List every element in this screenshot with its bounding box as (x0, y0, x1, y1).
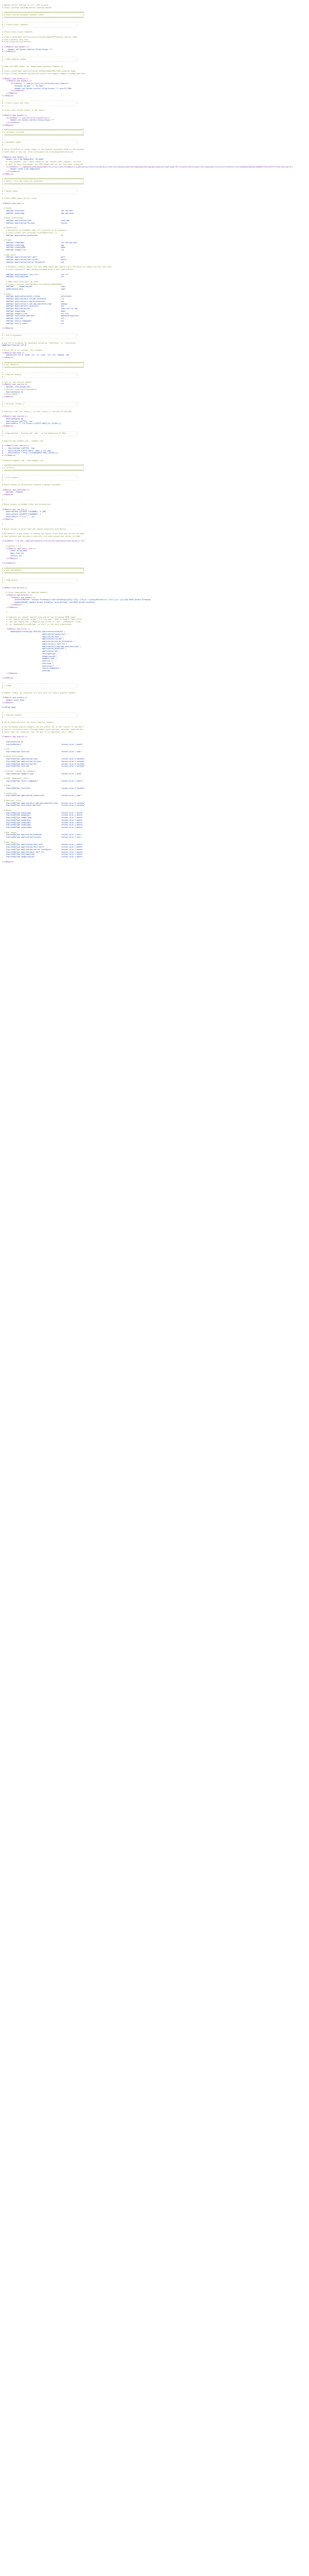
code-line: # ---------------------------------------------------------------------- (2, 99, 78, 102)
code-line: AddType application/vnd.ms-fontobject eot (2, 261, 64, 263)
code-line: # ############################################################################ (2, 178, 84, 180)
code-line: # JavaScript (2, 227, 17, 229)
code-line: # | Cross-origin requests | (2, 24, 78, 26)
code-line: ExpiresByType application/ld+json "access plus 0 seconds" (2, 760, 85, 762)
code-line: </IfModule> (2, 357, 14, 359)
code-line: <IfModule mod_mime.c> (2, 202, 24, 205)
code-line: ExpiresByType application/x-font-ttf "access plus 1 month" (2, 851, 83, 853)
code-line: # Options +SymLinksIfOwnerMatch (2, 388, 37, 391)
code-line: # want to send this header for HTML pages and not for the other resources (2, 163, 83, 165)
code-line: ExpiresByType text/css "access plus 1 year" (2, 750, 82, 753)
code-line: # ---------------------------------------------------------------------- (2, 332, 78, 334)
code-line: # | Compression | (2, 579, 78, 582)
code-line: # - - - - - - - - - - - - - - - - - - - - - - - - - - - - - - - - - - - - (2, 611, 83, 613)
code-line: ExpiresByType text/cache-manifest "access plus 0 seconds" (2, 804, 85, 807)
code-line: # Compress all output labeled with one of the following MIME-types (2, 616, 76, 618)
code-line: AddType image/svg+xml svgz (2, 285, 65, 288)
code-line: RewriteRule "(^|/)\." - [F] (2, 515, 35, 518)
code-line: font/opentype \ (2, 652, 58, 655)
code-line: AddType application/font-woff2 woff2 (2, 259, 66, 261)
code-line: # Rewrite example.com → www.example.com (2, 459, 43, 462)
code-line: </IfModule> (2, 173, 14, 175)
code-line: </FilesMatch> (2, 90, 24, 92)
code-line: AddType text/cache-manifest appcache manifest (2, 315, 79, 317)
code-line: # https://github.com/h5bp/server-configs-apache (2, 6, 52, 9)
code-line: # ---------------------------------------------------------------------- (2, 430, 78, 432)
code-line: # By default, block access to backup and source files that may be left by some (2, 533, 84, 535)
code-line: # http://tools.ietf.org/html/rfc4329#section-7.2 (2, 231, 57, 234)
code-line: # https://twitter.com/FontSquirrel/status/14855840545 (2, 283, 62, 285)
code-line: application/xhtml+xml \ (2, 648, 66, 650)
code-line: # RewriteRule ^ http://%1%{REQUEST_URI} [R=301,L] (2, 452, 58, 454)
code-line: # Media (2, 809, 12, 811)
code-line: # ############################################################################ (2, 16, 84, 19)
code-line: application/xml \ (2, 650, 60, 652)
code-line: </IfModule> (2, 672, 18, 674)
code-line: ExpiresByType application/font-woff2 "access plus 1 month" (2, 846, 83, 848)
code-line: # Apache Server Configs v2.2.0 | MIT License (2, 4, 48, 6)
code-line: # Force IE 8/9/10 to render pages in the highest available mode in the various (2, 148, 84, 151)
code-line: text/html \ (2, 662, 54, 665)
code-line: <IfModule mod_rewrite.c> (2, 383, 27, 386)
code-line: # Proper MIME types for all files (2, 197, 37, 200)
code-line: AddType application/octet-stream safariextz (2, 295, 72, 298)
code-line: ExpiresByType video/mp4 "access plus 1 month" (2, 821, 83, 824)
code-line: application/javascript \ (2, 633, 67, 635)
config-file-text (0, 0, 309, 863)
code-line: AddType video/ogg ogv (2, 244, 64, 246)
code-line: # ---------------------------------------------------------------------- (2, 474, 78, 476)
code-line: # Force UTF-8 for certain file formats. (2, 349, 43, 351)
code-line: AddOutputFilterByType DEFLATE application/atom+xml \ (2, 631, 65, 633)
code-line: # ---------------------------------------------------------------------- (2, 192, 78, 195)
code-line: # Make SVGZ fonts work on iPad: (2, 280, 39, 283)
code-line: AddCharset utf-8 .atom .css .js .json .rss .vtt .webapp .xml (2, 354, 70, 357)
code-line: ExpiresByType text/xml "access plus 0 seconds" (2, 765, 85, 768)
code-line: AddType image/x-icon cur ico (2, 312, 68, 315)
code-line: # ############################################################################ (2, 366, 84, 368)
code-line: <IfModule !mod_authz_core.c> (2, 547, 36, 550)
code-line: </IfModule> (2, 701, 14, 704)
code-line: # ---------------------------------------------------------------------- (2, 376, 78, 378)
code-line: # ---------------------------------------------------------------------- (2, 104, 78, 107)
code-line: RequestHeader append Accept-Encoding "gzip,deflate" env=HAVE_Accept-Encoding (2, 601, 95, 603)
code-line: AddType application/javascript js (2, 234, 63, 236)
code-line: Deny from all (2, 552, 24, 554)
code-line: AddType application/x-opera-extension oex (2, 300, 64, 302)
code-line: # Serve resources with far-future expires headers. (2, 721, 55, 723)
code-line: # | File access | (2, 476, 78, 479)
code-line: # ############################################################################ (2, 129, 84, 131)
code-line: Header set Access-Control-Allow-Origin "*" env=IS_CORS (2, 87, 72, 90)
code-line: # Header set Access-Control-Allow-Origin "*" (2, 48, 53, 50)
code-line: # Rewrite www.example.com → example.com (2, 439, 43, 442)
code-line: </FilesMatch> (2, 562, 16, 564)
code-line: ExpiresByType image/svg+xml "access plus 1 month" (2, 856, 83, 858)
code-line: # Block access to hidden files and directories. (2, 503, 52, 505)
code-line: </IfModule> (2, 606, 18, 608)
code-line: <IfModule mod_setenvif.c> (2, 594, 33, 596)
code-line: <IfModule mod_headers.c> (2, 697, 27, 699)
code-line: <FilesMatch "\.(appcache|atom|bbaw|bmp|crx|css|cur|eot|f4[abpv]|flv|geojson|gif|htc|ico|jpe?g|js|json(ld)?|m4[av]|manifest|map|mp4|oex|og[agv]|opus|otf|pdf|png|rdf|rss|safariextz|svgz?|swf|topojson|tt[cf]|txt|vcard|vcf|vtt|webapp|web[mp]|webmanifest|woff2?|xloc|xml|xpi)$"> (2, 165, 294, 168)
code-line: AddType application/ld+json jsonld (2, 222, 67, 224)
code-line: # http://enable-cors.org/ (2, 38, 29, 41)
code-line: application/rss+xml \ (2, 638, 64, 640)
code-line: # | CORS-enabled images | (2, 58, 78, 60)
code-line: # ---------------------------------------------------------------------- (2, 405, 78, 408)
code-line: AddType video/mp4 f4v f4p m4v mp4 (2, 241, 77, 244)
code-line: AddType application/xml atom rdf rss xml (2, 308, 78, 310)
code-line: <IfModule mod_rewrite.c> (2, 415, 27, 417)
code-line: # Block access to directories without a default document. (2, 484, 62, 486)
code-line: AddType video/x-flv flv (2, 249, 64, 251)
code-line: <IfModule mod_rewrite.c> (2, 508, 27, 511)
code-line: application/x-web-app-manifest+json \ (2, 645, 81, 648)
code-line: # HTML (2, 785, 11, 787)
code-line: # | Suppressing / Forcing the `www.` at the beginning of URLs | (2, 432, 78, 435)
code-line: # ---------------------------------------------------------------------- (2, 682, 78, 684)
code-line: </IfModule> (2, 92, 18, 94)
code-line: # control versioning with filename-based cache busting, consider lowering the (2, 728, 83, 731)
code-line: # Audio (2, 207, 12, 210)
code-line: # (2, 67, 4, 70)
code-line: # ############################################################################ (2, 182, 84, 185)
code-line: # # MEDIA TYPES AND CHARACTER ENCODINGS # (2, 180, 84, 182)
code-line: ExpiresByType font/opentype "access plus 1 month" (2, 853, 83, 856)
code-line: # # CROSS-ORIGIN RESOURCE SHARING (CORS) # (2, 14, 84, 16)
code-line: application/vnd.ms-fontobject \ (2, 640, 75, 642)
code-line: # | Rewrite engine | (2, 374, 78, 376)
code-line: AddType application/x-web-app-manifest+json webapp (2, 302, 67, 305)
code-line: <IfModule mod_deflate.c> (2, 586, 27, 589)
code-line: # Browsers usually ignore the font MIME types and simply sniff the bytes to figure out the font type. (2, 266, 113, 268)
code-line: # Apache < 2.3 (2, 545, 21, 547)
code-line: # ############################################################################ (2, 133, 84, 136)
code-line: <FilesMatch "\.(eot|otf|tt[cf]|woff2?)$"> (2, 116, 49, 119)
code-line: SetEnvIfNoCase ^(Accept-EncodXng|X-cept-Encoding|X{15}|~{15}|-{15})$ ^((gzip|deflate)\s*,?\s*)+|[X~-]{4,13}$ HAVE_Accept-Encoding (2, 599, 150, 601)
code-line: # ---------------------------------------------------------------------- (2, 577, 78, 579)
code-line: # ############################################################################ (2, 469, 84, 471)
code-line: # ---------------------------------------------------------------------- (2, 582, 78, 584)
code-line: ExpiresByType application/rss+xml "access plus 1 hour" (2, 836, 82, 838)
code-line: application/x-font-ttf \ (2, 642, 67, 645)
code-line: AddType image/webp webp (2, 310, 65, 312)
code-line: # (2, 33, 4, 36)
code-line: SetEnvIf Origin ":" IS_CORS (2, 84, 43, 87)
code-line: # RewriteCond %{HTTPS} !=on (2, 447, 35, 449)
code-line: # cache time for resources like CSS and JS to something like 1 week. (2, 731, 74, 733)
code-line: # The following expires headers are set pretty far in the future. If you don't (2, 726, 84, 728)
code-line: # Data interchange (2, 755, 23, 758)
code-line: # Remove `ETags` as resources are sent with far-future expires headers. (2, 691, 77, 694)
code-line: AddType text/x-component htc (2, 319, 64, 322)
code-line: AddEncoding gzip svgz (2, 288, 65, 290)
code-line: # Web fonts (2, 841, 16, 843)
code-line: application/json \ (2, 635, 61, 638)
code-line: Header unset X-UA-Compatible (2, 168, 40, 171)
code-line: # JavaScript (2, 792, 17, 794)
code-line: # https://developer.mozilla.org/en-US/docs/Web/HTML/CORS_enabled_image (2, 70, 76, 73)
code-line: </IfModule> (2, 396, 14, 398)
code-line: RewriteCond %{SCRIPT_FILENAME} -f (2, 513, 41, 515)
code-line: ExpiresByType audio/ogg "access plus 1 month" (2, 811, 83, 814)
code-line: ExpiresByType image/gif "access plus 1 month" (2, 814, 83, 817)
code-line: # Send the CORS header for images when browsers request it. (2, 65, 64, 67)
code-line: image/svg+xml \ (2, 655, 58, 657)
code-line: </IfModule> (2, 124, 14, 126)
code-line: AddType font/opentype otf (2, 276, 64, 278)
code-line: ExpiresByType application/atom+xml "access plus 1 hour" (2, 834, 82, 836)
code-line: # Use UTF-8 encoding for anything served as `text/html` or `text/plain`. (2, 342, 78, 344)
code-line: # Manifest files (2, 799, 21, 802)
code-line: ExpiresDefault "access plus 1 month" (2, 743, 83, 745)
code-line: # # SECURITY # (2, 466, 84, 469)
code-line: # https://blog.chromium.org/2011/07/using-cross-domain-images-in-webgl-and.html (2, 73, 85, 75)
code-line: # ---------------------------------------------------------------------- (2, 143, 78, 146)
code-line: # ############################################################################ (2, 464, 84, 466)
code-line: # as `AddOutputFilterByType` is still in the core directives). (2, 623, 73, 625)
code-line: # RewriteBase / (2, 393, 20, 396)
code-line: # Block access to files that can expose sensitive information. (2, 528, 67, 530)
code-line: # Other (2, 293, 12, 295)
code-line: # </IfModule> (2, 454, 16, 456)
code-line: # ---------------------------------------------------------------------- (2, 371, 78, 374)
code-line: # Force compression for mangled headers. (2, 591, 48, 594)
code-line: # http://www.w3.org/TR/cors/ (2, 41, 32, 43)
code-line: # ############################################################################ (2, 361, 84, 364)
code-line: # ---------------------------------------------------------------------- (2, 400, 78, 403)
code-line: text/x-component \ (2, 667, 61, 670)
code-line: AddType application/x-chrome-extension crx (2, 298, 64, 300)
code-line: # Redirect from the `http://` to the `https://` version of the URL. (2, 410, 73, 413)
code-line: AddType audio/mp4 f4a f4b m4a (2, 210, 73, 212)
code-line: # </IfModule> (2, 50, 16, 53)
code-line: # <IfModule mod_rewrite.c> (2, 445, 30, 447)
code-line: <IfModule mod_headers.c> (2, 80, 32, 82)
code-line: <IfModule mod_setenvif.c> (2, 77, 29, 80)
code-line: </IfModule> (2, 494, 14, 496)
code-line: text/css \ (2, 660, 53, 662)
code-line: Header set Access-Control-Allow-Origin "*" (2, 119, 55, 122)
code-line: # Allow cross-origin access to web fonts. (2, 109, 45, 112)
code-line: <IfModule mod_mime.c> (2, 351, 24, 354)
code-line: # ---------------------------------------------------------------------- (2, 711, 78, 714)
code-line: image/x-icon \ (2, 657, 57, 660)
code-line: # <IfModule mod_headers.c> (2, 45, 30, 48)
code-line: # text editors and can pose a security risk when anyone has access to them. (2, 535, 81, 537)
code-line: text/plain \ (2, 665, 55, 667)
code-line: <IfModule mod_headers.c> (2, 596, 36, 599)
code-line: AddDefaultCharset utf-8 (2, 344, 26, 347)
code-line: # ---------------------------------------------------------------------- (2, 337, 78, 339)
code-line: ExpiresByType image/jpeg "access plus 1 month" (2, 817, 83, 819)
code-line: # | Cross-origin web fonts | (2, 102, 78, 104)
code-line: AddType application/x-xpinstall xpi (2, 305, 64, 308)
code-line: RewriteEngine On (2, 391, 23, 393)
code-line: # | UTF-8 encoding | (2, 334, 78, 337)
code-line: # `mod_headers` can't match based on the content-type, however, we only (2, 161, 81, 163)
code-line: <IfModule mod_headers.c> (2, 114, 27, 116)
code-line: <FilesMatch "\.(bmp|cur|gif|ico|jpe?g|png|svgz?|webp)$"> (2, 82, 70, 84)
code-line: ExpiresByType text/x-component "access plus 1 month" (2, 779, 83, 782)
code-line: </IfModule> (2, 518, 14, 520)
code-line: </IfModule> (2, 603, 22, 606)
code-line: # ############################################################################ (2, 567, 84, 569)
code-line: </FilesMatch> (2, 122, 20, 124)
code-line: # (for Apache versions below 2.3.7, you don't need to enable `mod_filter` (2, 618, 83, 621)
code-line: <IfModule mod_filter.c> (2, 628, 31, 631)
code-line: </IfModule> (2, 557, 18, 560)
code-line: </IfModule> (2, 94, 14, 97)
code-line: # Normalize to standard type (it's sniffed in IE anyways): (2, 229, 67, 231)
code-line: # ---------------------------------------------------------------------- (2, 60, 78, 63)
code-line: # ############################################################################ (2, 572, 84, 574)
code-line: # RewriteCond %{HTTP_HOST} ^www\.(.+)$ [NC] (2, 449, 52, 452)
code-line: Satisfy All (2, 554, 22, 557)
code-line: # | ETags | (2, 684, 78, 687)
code-line: Options -Indexes (2, 491, 23, 494)
code-line: ExpiresByType application/font-woff "access plus 1 month" (2, 843, 83, 846)
code-line: </FilesMatch> (2, 171, 20, 173)
code-line: # https://developer.mozilla.org/en-US/docs/Web/HTTP/Access_control_CORS (2, 36, 77, 38)
code-line: ExpiresByType application/x-web-app-manifest+json "access plus 0 seconds" (2, 802, 85, 804)
code-line: # # WEB PERFORMANCE # (2, 569, 84, 572)
code-line: # ---------------------------------------------------------------------- (2, 435, 78, 437)
code-line: ExpiresActive on (2, 740, 23, 743)
code-line: FileETag None (2, 706, 16, 709)
code-line: # Data interchange (2, 217, 23, 219)
code-line: AddType audio/ogg oga ogg opus (2, 212, 74, 214)
code-line: # | Expires headers | (2, 714, 78, 716)
code-line: </IfModule> (2, 425, 14, 427)
code-line: RewriteCond %{HTTPS} !=on (2, 420, 33, 422)
code-line: <IfModule mod_headers.c> (2, 156, 27, 158)
code-line: # ---------------------------------------------------------------------- (2, 479, 78, 481)
code-line: <FilesMatch "(^#.*#|\.(bak|config|dist|fla|inc|ini|log|psd|sh|sql|sw[op])|~)$"> (2, 540, 85, 543)
code-line: # # INTERNET EXPLORER # (2, 131, 84, 133)
code-line: AddType text/x-vcard vcf (2, 322, 64, 325)
code-line: AddType application/x-font-ttf ttc ttf (2, 273, 68, 276)
code-line: ExpiresByType image/png "access plus 1 month" (2, 819, 83, 821)
code-line: # ---------------------------------------------------------------------- (2, 139, 78, 141)
code-line: # - - - - - - - - - - - - - - - - - - - - - - - - - - - - - - - - - - - - - - (2, 498, 83, 501)
code-line: # Video (2, 239, 12, 241)
code-line: # - - - - - - - - - - - - - - - - - - - - - - - - - - - - - - - - - - - - - - (2, 523, 83, 525)
code-line: # | Media types | (2, 190, 78, 192)
code-line: # Allow cross-origin requests. (2, 31, 34, 33)
code-line: RewriteRule ^(.*)$ https://%{HTTP_HOST}/$1 [R=301,L] (2, 422, 61, 425)
code-line: # cases when it may not: http://hsivonen.iki.fi/doctype/#ieroles.md (2, 151, 73, 153)
code-line: # HTML components (HTCs) (2, 777, 30, 779)
code-line: ExpiresByType application/vnd.ms-fontobject "access plus 1 month" (2, 848, 83, 851)
code-line: # ---------------------------------------------------------------------- (2, 716, 78, 719)
code-line: # http://mimesniff.spec.whatwg.org/#matching-a-font-type-pattern (2, 268, 74, 270)
code-line: # ---------------------------------------------------------------------- (2, 26, 78, 28)
code-line: # ############################################################################ (2, 11, 84, 14)
code-line: <IfModule mod_autoindex.c> (2, 488, 30, 491)
code-line: RewriteCond %{SCRIPT_FILENAME} -d [OR] (2, 511, 46, 513)
code-line: # ---------------------------------------------------------------------- (2, 55, 78, 58)
code-line: Options +FollowSymlinks (2, 386, 31, 388)
code-line: # | Document modes | (2, 141, 78, 143)
code-line: </IfModule> (2, 860, 14, 863)
code-line: AddType video/webm webm (2, 246, 65, 249)
code-line: # ---------------------------------------------------------------------- (2, 687, 78, 689)
code-line: # # URL REWRITES # (2, 364, 84, 366)
code-line: AddType application/json json map (2, 219, 70, 222)
code-line: # Web fonts (2, 253, 16, 256)
code-line: Order allow,deny (2, 550, 27, 552)
code-line: # Turn on the rewrite engine (2, 381, 32, 383)
code-line: </IfModule> (2, 677, 14, 680)
code-line: # Web feeds (2, 831, 16, 834)
code-line: # | Forcing `https://` | (2, 403, 78, 405)
code-line: RewriteEngine On (2, 417, 23, 420)
code-line: # and can remove the `<IfModule mod_filter.c>` and `</IfModule>` lines (2, 621, 81, 623)
code-line: ExpiresByType text/html "access plus 0 seconds" (2, 787, 85, 789)
code-line: ExpiresByType application/json "access plus 0 seconds" (2, 758, 85, 760)
code-line: ExpiresByType application/javascript "access plus 1 year" (2, 794, 82, 797)
code-line: </IfModule> (2, 327, 14, 329)
code-line: Header unset ETag (2, 699, 24, 701)
code-line: Header set X-UA-Compatible "IE=edge" (2, 158, 44, 161)
code-line: ExpiresByType video/ogg "access plus 1 month" (2, 824, 83, 826)
code-line: # ---------------------------------------------------------------------- (2, 21, 78, 24)
code-line: # ---------------------------------------------------------------------- (2, 188, 78, 190)
code-line: <IfModule mod_expires.c> (2, 736, 27, 738)
code-line: ExpiresByType video/webm "access plus 1 month" (2, 826, 83, 828)
code-line: ExpiresByType application/xml "access plus 0 seconds" (2, 762, 85, 765)
code-line: # CSS (2, 748, 10, 750)
code-line: # Favicon (cannot be renamed!) (2, 770, 36, 772)
code-line: ExpiresByType image/x-icon "access plus 1 week" (2, 772, 82, 775)
code-line: text/xml (2, 670, 50, 672)
code-line: AddType application/font-woff woff (2, 256, 65, 259)
code-line: AddType text/vtt vtt (2, 317, 64, 319)
